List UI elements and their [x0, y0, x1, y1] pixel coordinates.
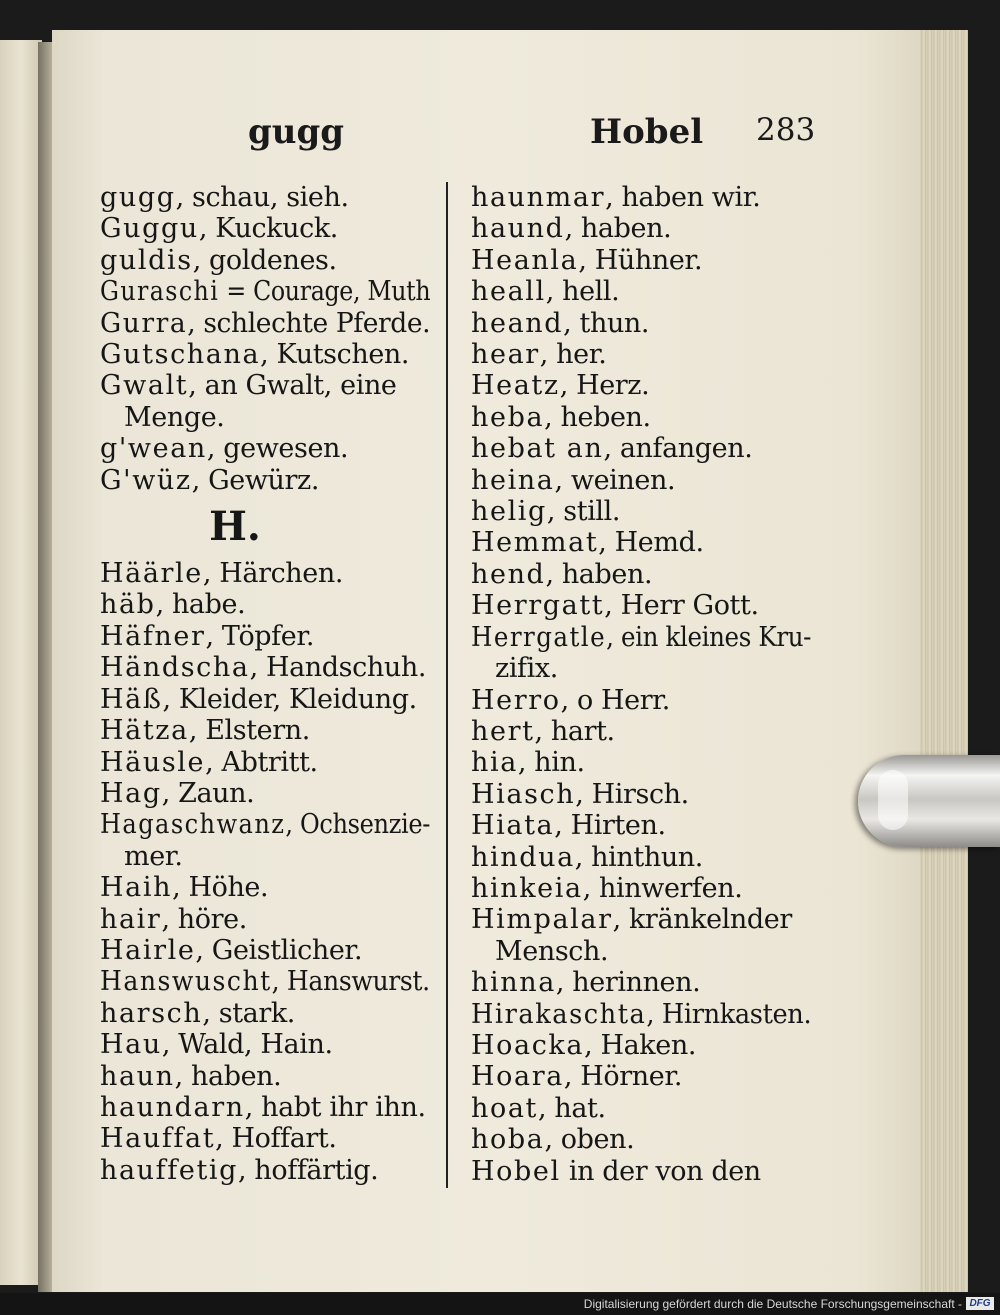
entry-definition: , oben.	[544, 1124, 635, 1156]
dictionary-entry	[471, 685, 811, 716]
dictionary-entry	[100, 276, 431, 308]
entry-definition: , höre.	[161, 903, 247, 935]
entry-headword: Gurra	[100, 307, 188, 339]
entry-headword: Heatz	[471, 370, 560, 402]
entry-headword: haun	[100, 1060, 175, 1092]
dictionary-entry	[471, 1093, 811, 1124]
dictionary-entry	[471, 936, 811, 967]
footer-credit: Digitalisierung gefördert durch die Deutsche Forschungsgemeinschaft -	[583, 1297, 962, 1311]
entry-headword: Gutschana	[100, 339, 261, 371]
entry-headword: hinna	[471, 967, 556, 999]
left-entries-after-section	[100, 558, 430, 1186]
entry-definition: , Kleider, Kleidung.	[162, 683, 417, 715]
entry-definition: , Hirnkasten.	[646, 998, 812, 1030]
entry-definition: , Geistlicher.	[195, 934, 363, 966]
dictionary-entry	[100, 433, 430, 464]
dictionary-entry	[471, 402, 811, 433]
dictionary-entry	[100, 841, 430, 872]
dictionary-entry	[471, 747, 811, 778]
entry-headword: Heanla	[471, 244, 579, 276]
dictionary-entry	[471, 967, 811, 998]
entry-headword: haund	[471, 213, 565, 245]
dictionary-entry	[100, 1155, 430, 1186]
entry-headword: heall	[471, 276, 546, 308]
entry-headword: Häärle	[100, 558, 203, 590]
entry-headword: hend	[471, 558, 546, 590]
center-catchword: Hobel	[590, 112, 704, 152]
entry-headword: hauffetig	[100, 1154, 239, 1186]
entry-definition: , weinen.	[554, 464, 676, 496]
page-edges	[920, 30, 968, 1292]
entry-headword: Haih	[100, 872, 173, 904]
entry-definition: = Courage, Muth	[219, 276, 431, 308]
entry-headword: haundarn	[100, 1091, 245, 1123]
dictionary-entry	[100, 339, 430, 370]
dictionary-entry	[471, 716, 811, 747]
left-column	[100, 182, 430, 1186]
entry-definition: , habt ihr ihn.	[244, 1091, 426, 1123]
entry-headword: guldis	[100, 244, 193, 276]
dictionary-entry	[471, 1061, 811, 1092]
dictionary-entry	[100, 872, 430, 903]
dictionary-entry	[100, 904, 430, 935]
dictionary-entry	[471, 904, 811, 935]
entry-definition: , thun.	[563, 307, 650, 339]
dictionary-entry	[100, 465, 430, 496]
entry-headword: Hiasch	[471, 778, 576, 810]
entry-headword: Hoara	[471, 1061, 564, 1093]
entry-definition: , Gewürz.	[191, 464, 320, 496]
dictionary-entry	[471, 433, 811, 464]
entry-definition: , haben wir.	[605, 182, 761, 213]
entry-definition: , hin.	[517, 747, 585, 779]
entry-definition: , heben.	[544, 401, 651, 433]
dictionary-entry	[100, 589, 430, 620]
dictionary-entry	[471, 590, 811, 621]
dictionary-entry	[471, 308, 811, 339]
entry-headword: Hag	[100, 777, 162, 809]
entry-headword: helig	[471, 496, 547, 528]
entry-headword: Händscha	[100, 652, 250, 684]
entry-headword: hia	[471, 747, 518, 779]
right-entries	[471, 182, 811, 1187]
entry-definition: , kränkelnder	[612, 904, 792, 936]
entry-headword: g'wean	[100, 433, 207, 465]
dictionary-entry	[100, 1061, 430, 1092]
entry-headword: Hagaschwanz	[100, 809, 286, 841]
entry-definition: zifix.	[495, 653, 558, 685]
entry-definition: , o Herr.	[560, 684, 670, 716]
entry-headword: häb	[100, 589, 156, 621]
entry-definition: , Herr Gott.	[604, 590, 759, 622]
entry-definition: , Kutschen.	[260, 339, 410, 371]
entry-headword: hoat	[471, 1092, 538, 1124]
entry-headword: Häfner	[100, 620, 206, 652]
dictionary-entry	[471, 559, 811, 590]
entry-headword: hair	[100, 903, 162, 935]
entry-headword: hoba	[471, 1124, 545, 1156]
dictionary-entry	[471, 527, 811, 558]
entry-headword: Häusle	[100, 746, 206, 778]
dictionary-entry	[100, 715, 430, 746]
entry-definition: , hoffärtig.	[238, 1154, 379, 1186]
dictionary-entry	[100, 1029, 430, 1060]
entry-definition: , Elstern.	[188, 715, 310, 747]
entry-definition: , Hoffart.	[215, 1123, 337, 1155]
dictionary-entry	[100, 1092, 430, 1123]
dictionary-entry	[471, 1030, 811, 1061]
entry-headword: gugg	[100, 182, 176, 213]
dictionary-entry	[471, 182, 811, 213]
dictionary-entry	[471, 1124, 811, 1155]
entry-definition: , Härchen.	[202, 558, 344, 590]
entry-definition: , schlechte Pferde.	[187, 307, 431, 339]
entry-headword: Hobel	[471, 1155, 561, 1187]
entry-definition: , an Gwalt, eine	[188, 370, 397, 402]
dictionary-entry	[100, 213, 430, 244]
dictionary-entry	[100, 621, 430, 652]
entry-definition: , Höhe.	[172, 872, 269, 904]
entry-headword: heba	[471, 401, 545, 433]
entry-definition: , Zaun.	[161, 777, 255, 809]
entry-headword: Hau	[100, 1029, 162, 1061]
entry-headword: Guraschi	[100, 276, 220, 308]
entry-definition: , haben.	[174, 1060, 282, 1092]
dictionary-entry	[471, 998, 812, 1030]
entry-headword: Hätza	[100, 715, 189, 747]
entry-headword: hindua	[471, 841, 575, 873]
dictionary-entry	[471, 842, 811, 873]
entry-definition: , gewesen.	[206, 433, 349, 465]
entry-definition: Menge.	[124, 401, 225, 433]
entry-definition: , Wald, Hain.	[161, 1029, 333, 1061]
entry-headword: Hirakaschta	[471, 998, 647, 1030]
entry-headword: hebat an	[471, 433, 604, 465]
entry-definition: , Töpfer.	[205, 620, 315, 652]
dictionary-entry	[471, 276, 811, 307]
entry-headword: Gwalt	[100, 370, 189, 402]
dictionary-entry	[471, 779, 811, 810]
entry-headword: Häß	[100, 683, 163, 715]
dictionary-entry	[471, 370, 811, 401]
entry-definition: , Ochsenzie-	[285, 809, 431, 841]
dictionary-entry	[471, 213, 811, 244]
entry-definition: , hinwerfen.	[582, 872, 743, 904]
entry-definition: , hat.	[538, 1092, 606, 1124]
entry-headword: Hiata	[471, 810, 555, 842]
entry-definition: , hart.	[534, 715, 615, 747]
entry-headword: Hanswuscht	[100, 966, 272, 998]
entry-headword: haunmar	[471, 182, 606, 213]
entry-headword: Herrgatt	[471, 590, 605, 622]
left-catchword: gugg	[248, 112, 345, 152]
dictionary-entry	[471, 873, 811, 904]
entry-definition: , Hemd.	[598, 527, 704, 559]
dictionary-entry	[471, 1156, 811, 1187]
facing-page-edge	[0, 40, 42, 1285]
entry-headword: Guggu	[100, 213, 199, 245]
dictionary-entry	[471, 496, 811, 527]
entry-definition: , hinthun.	[574, 841, 703, 873]
entry-definition: , haben.	[545, 558, 653, 590]
dfg-logo-icon: DFG	[966, 1297, 994, 1310]
column-divider	[446, 182, 448, 1188]
entry-definition: , haben.	[564, 213, 672, 245]
entry-definition: , schau, sieh.	[175, 182, 349, 213]
entry-definition: , Hörner.	[563, 1061, 683, 1093]
entry-headword: heina	[471, 464, 555, 496]
dictionary-entry	[100, 370, 430, 401]
dictionary-entry	[100, 1123, 430, 1154]
entry-definition: , her.	[539, 339, 607, 371]
entry-headword: Hemmat	[471, 527, 599, 559]
entry-definition: , Herz.	[559, 370, 650, 402]
dictionary-entry	[100, 558, 430, 589]
entry-headword: hert	[471, 715, 535, 747]
dictionary-entry	[100, 402, 430, 433]
dictionary-entry	[471, 245, 811, 276]
entry-headword: harsch	[100, 997, 203, 1029]
dictionary-entry	[471, 621, 812, 653]
entry-headword: Himpalar	[471, 904, 613, 936]
left-entries-before-section	[100, 182, 430, 496]
dictionary-entry	[100, 966, 430, 998]
entry-headword: G'wüz	[100, 464, 192, 496]
dictionary-entry	[471, 339, 811, 370]
entry-headword: Hairle	[100, 934, 196, 966]
entry-definition: in der von den	[560, 1155, 761, 1187]
page-clip-shine	[878, 770, 908, 830]
entry-definition: , Haken.	[584, 1029, 696, 1061]
entry-definition: , habe.	[155, 589, 246, 621]
dictionary-entry	[100, 652, 430, 683]
entry-headword: Herro	[471, 684, 561, 716]
entry-definition: , herinnen.	[555, 967, 701, 999]
entry-definition: , anfangen.	[603, 433, 753, 465]
entry-headword: Herrgatle	[471, 621, 607, 653]
entry-definition: , ein kleines Kru-	[606, 621, 812, 653]
dictionary-entry	[100, 935, 430, 966]
dictionary-entry	[100, 778, 430, 809]
dictionary-entry	[100, 809, 431, 841]
entry-definition: Mensch.	[495, 935, 609, 967]
dictionary-entry	[100, 182, 430, 213]
entry-headword: hear	[471, 339, 540, 371]
entry-definition: mer.	[124, 840, 183, 872]
page-number: 283	[756, 112, 816, 148]
entry-definition: , Abtritt.	[205, 746, 318, 778]
entry-definition: , Handschuh.	[249, 652, 427, 684]
entry-definition: , Kuckuck.	[198, 213, 338, 245]
section-letter: H.	[209, 503, 261, 551]
entry-headword: Hauffat	[100, 1123, 216, 1155]
entry-definition: , Hanswurst.	[271, 966, 430, 998]
entry-definition: , Hirsch.	[575, 778, 689, 810]
entry-headword: hinkeia	[471, 872, 583, 904]
entry-definition: , hell.	[545, 276, 620, 308]
dictionary-entry	[100, 684, 430, 715]
dictionary-entry	[471, 465, 811, 496]
entry-definition: , goldenes.	[192, 244, 337, 276]
dictionary-entry	[100, 998, 430, 1029]
dictionary-entry	[471, 653, 811, 684]
entry-definition: , stark.	[202, 997, 295, 1029]
entry-definition: , still.	[546, 496, 621, 528]
dictionary-entry	[100, 307, 431, 339]
entry-definition: , Hühner.	[578, 244, 703, 276]
right-column	[471, 182, 811, 1187]
entry-headword: Hoacka	[471, 1029, 585, 1061]
dictionary-entry	[100, 747, 430, 778]
dictionary-entry	[471, 810, 811, 841]
entry-definition: , Hirten.	[554, 810, 666, 842]
entry-headword: heand	[471, 307, 564, 339]
dictionary-entry	[100, 245, 430, 276]
